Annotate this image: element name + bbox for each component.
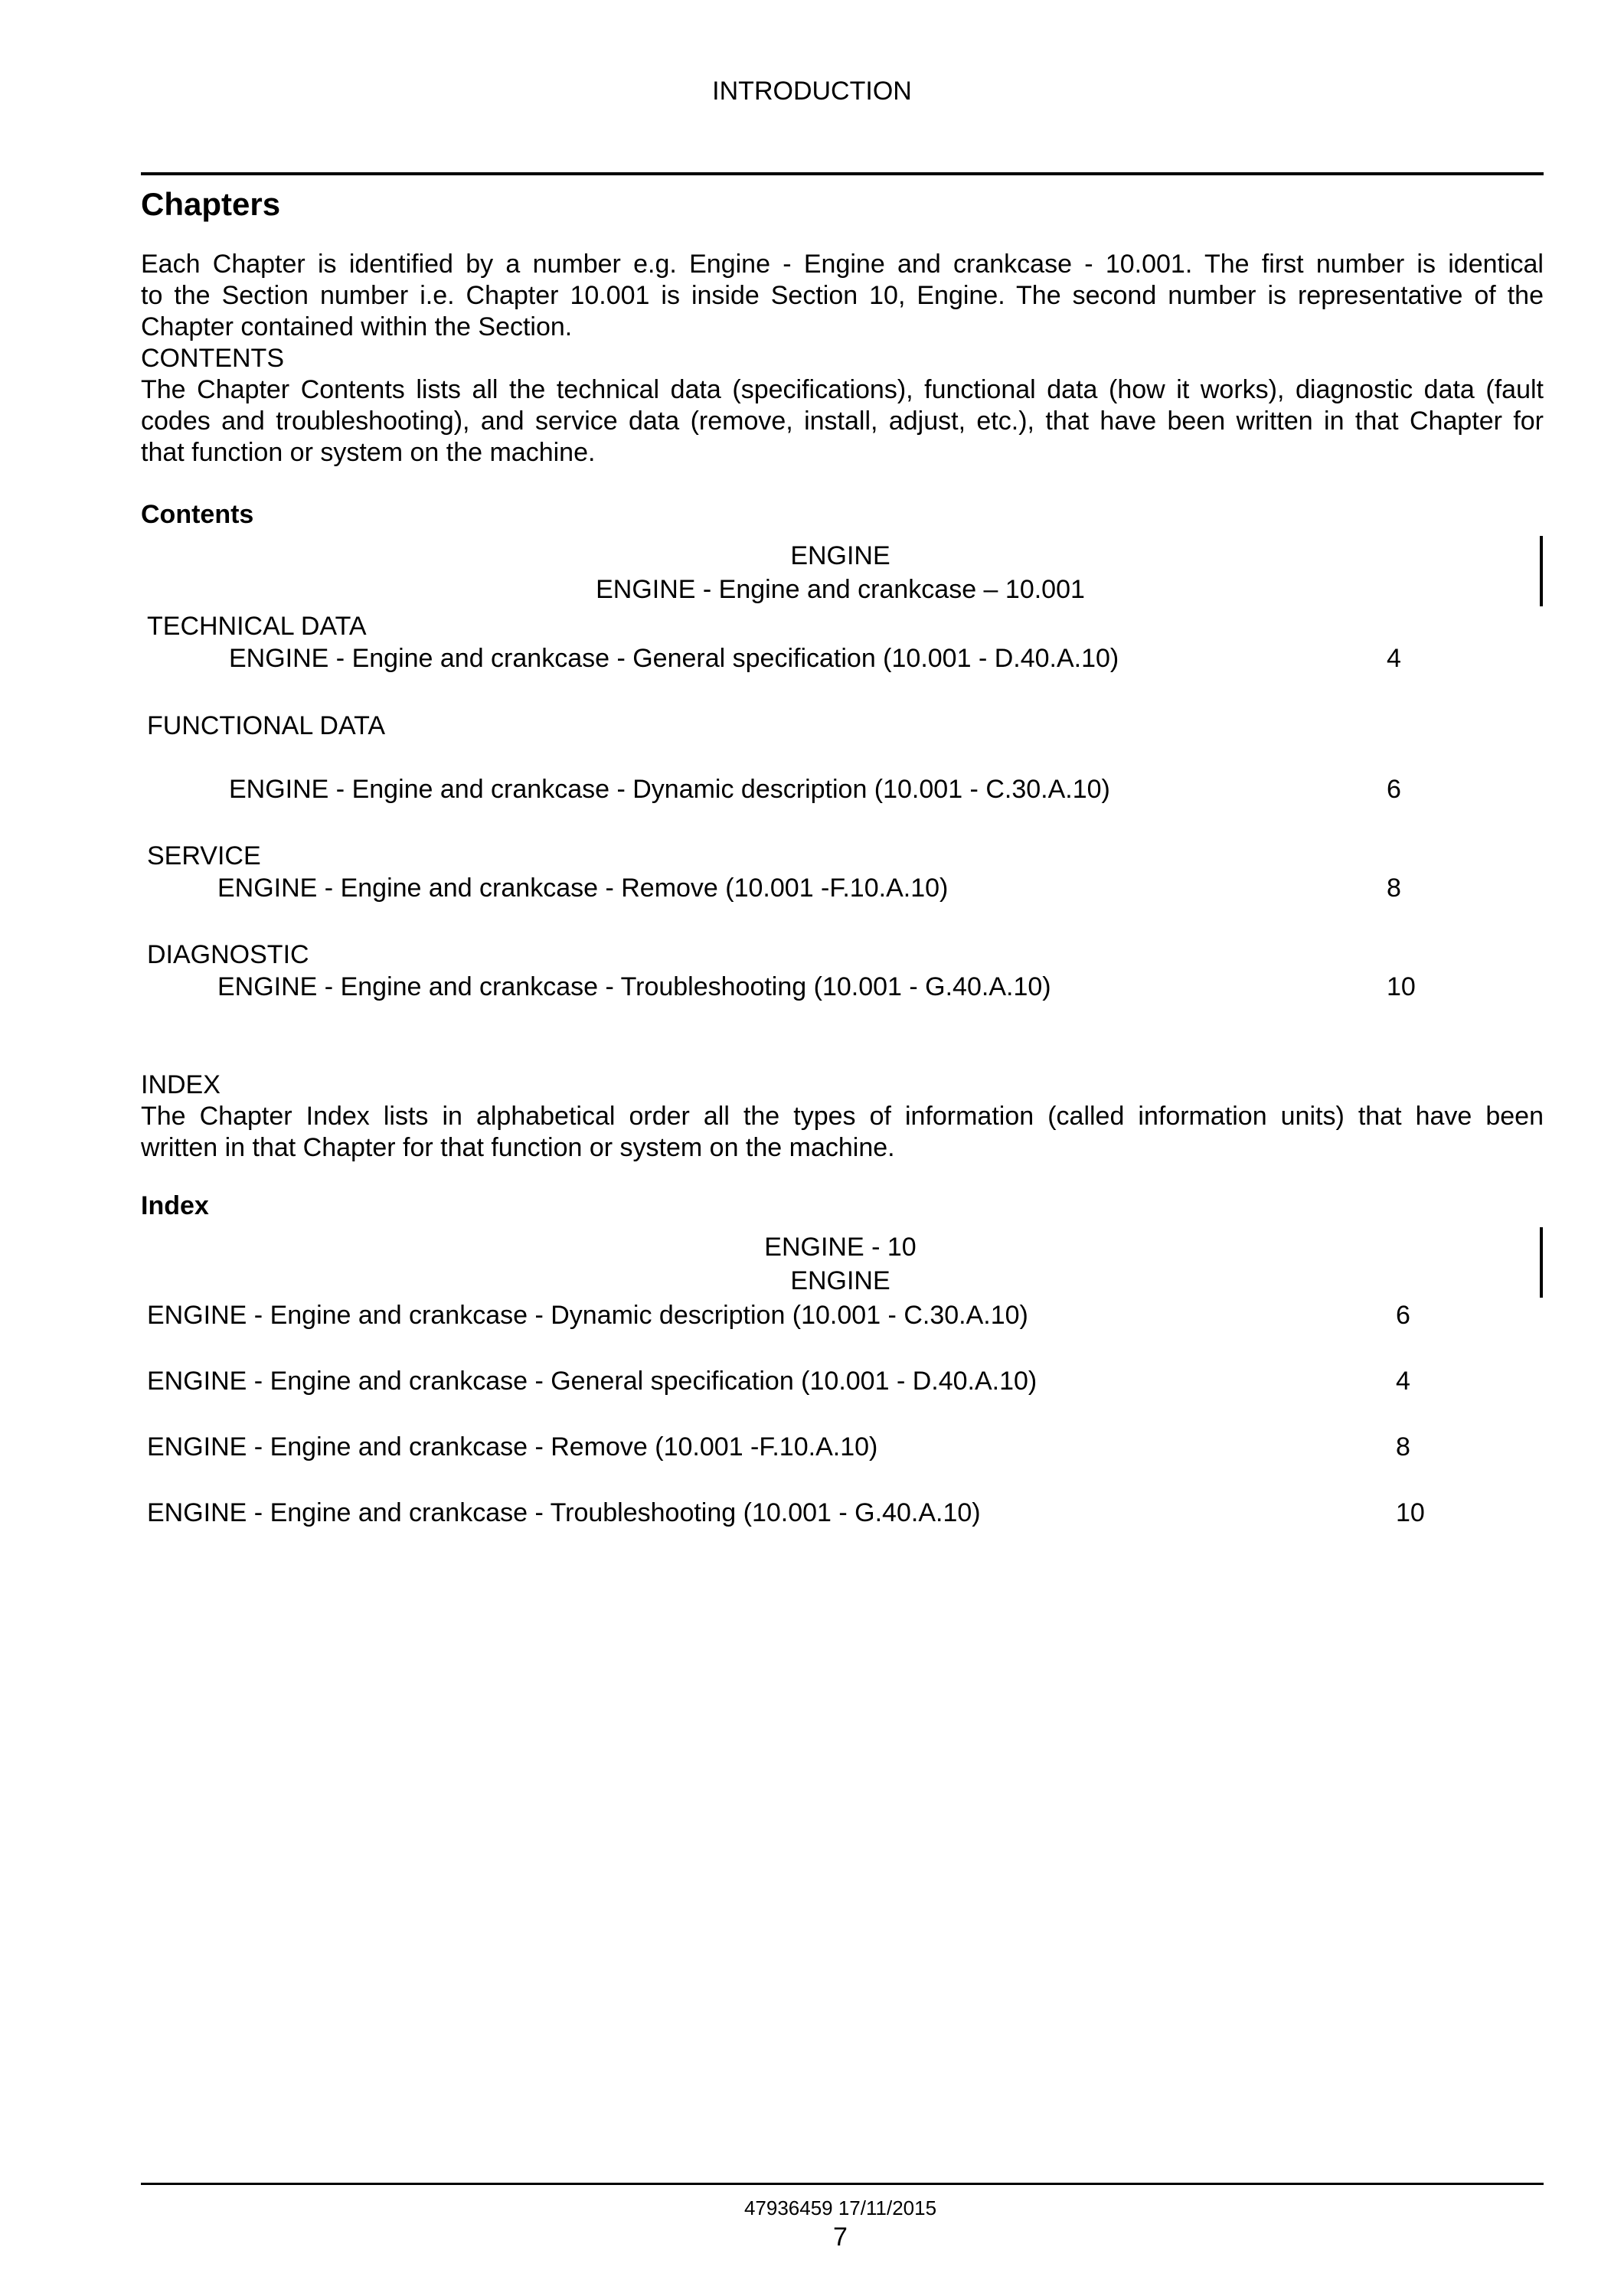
contents-title-line1: ENGINE (790, 541, 890, 570)
index-page-number: 10 (1396, 1498, 1425, 1527)
contents-group-label: FUNCTIONAL DATA (147, 711, 386, 740)
header-rule (141, 172, 1544, 175)
footer-rule (141, 2183, 1544, 2185)
contents-page-number: 4 (1387, 644, 1401, 673)
paragraph-line: written in that Chapter for that function or system on the machine. (141, 1133, 895, 1162)
contents-page-number: 10 (1387, 972, 1416, 1001)
index-title-line1: ENGINE - 10 (764, 1233, 917, 1262)
contents-page-number: 8 (1387, 874, 1401, 903)
contents-label: CONTENTS (141, 344, 284, 373)
running-header: INTRODUCTION (712, 77, 912, 106)
contents-entry: ENGINE - Engine and crankcase - Troubleshooting (10.001 - G.40.A.10) (217, 972, 1051, 1001)
paragraph-line: Chapter contained within the Section. (141, 312, 573, 341)
paragraph-line: The Chapter Contents lists all the technical data (specifications), functional data (how it works), diagnostic data (fault (141, 375, 1544, 404)
index-heading: Index (141, 1191, 209, 1220)
contents-group-label: DIAGNOSTIC (147, 940, 309, 969)
footer-document-code: 47936459 17/11/2015 (743, 2196, 937, 2219)
index-entry: ENGINE - Engine and crankcase - Remove (10.001 -F.10.A.10) (147, 1432, 878, 1462)
contents-entry: ENGINE - Engine and crankcase - Dynamic description (10.001 - C.30.A.10) (229, 775, 1110, 804)
footer-page-number: 7 (833, 2223, 848, 2252)
index-page-number: 6 (1396, 1301, 1410, 1330)
paragraph-line: that function or system on the machine. (141, 438, 596, 467)
paragraph-line: Each Chapter is identified by a number e.g. Engine - Engine and crankcase - 10.001. The first number is identical (141, 250, 1544, 279)
index-label: INDEX (141, 1070, 221, 1099)
contents-entry: ENGINE - Engine and crankcase - General specification (10.001 - D.40.A.10) (229, 644, 1119, 673)
index-page-number: 4 (1396, 1367, 1410, 1396)
contents-title-line2: ENGINE - Engine and crankcase – 10.001 (596, 575, 1085, 604)
contents-page-number: 6 (1387, 775, 1401, 804)
index-entry: ENGINE - Engine and crankcase - General specification (10.001 - D.40.A.10) (147, 1367, 1037, 1396)
paragraph-line: to the Section number i.e. Chapter 10.001 is inside Section 10, Engine. The second number is representative of the (141, 281, 1544, 310)
index-title-line2: ENGINE (790, 1266, 890, 1295)
change-bar (1540, 536, 1543, 606)
contents-group-label: SERVICE (147, 841, 261, 870)
chapters-heading: Chapters (141, 186, 281, 222)
index-page-number: 8 (1396, 1432, 1410, 1462)
paragraph-line: The Chapter Index lists in alphabetical order all the types of information (called information units) that have been (141, 1102, 1544, 1131)
chapters-intro-paragraph (141, 249, 1544, 469)
contents-group-label: TECHNICAL DATA (147, 612, 367, 641)
contents-entry: ENGINE - Engine and crankcase - Remove (10.001 -F.10.A.10) (217, 874, 949, 903)
index-entry: ENGINE - Engine and crankcase - Troubleshooting (10.001 - G.40.A.10) (147, 1498, 981, 1527)
index-intro-paragraph (141, 1070, 1544, 1164)
index-entry: ENGINE - Engine and crankcase - Dynamic description (10.001 - C.30.A.10) (147, 1301, 1028, 1330)
paragraph-line: codes and troubleshooting), and service data (remove, install, adjust, etc.), that have been written in that Chapter for (141, 407, 1544, 436)
contents-heading: Contents (141, 500, 254, 529)
change-bar (1540, 1227, 1543, 1298)
